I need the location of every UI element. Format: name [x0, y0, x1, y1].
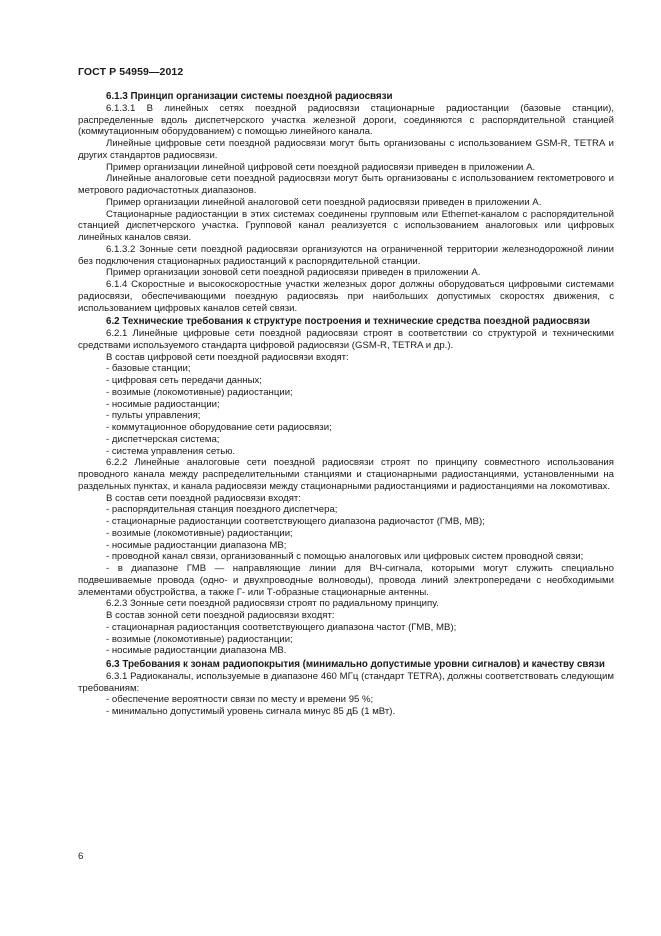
section-heading: 6.1.3 Принцип организации системы поездной радиосвязи	[106, 91, 393, 102]
paragraph: Пример организации линейной аналоговой сети поездной радиосвязи приведен в приложении А.	[106, 196, 542, 208]
paragraph: В состав сети поездной радиосвязи входят:	[106, 492, 301, 504]
paragraph: 6.2.3 Зонные сети поездной радиосвязи строят по радиальному принципу.	[106, 598, 439, 610]
paragraph: 6.1.3.1 В линейных сетях поездной радиосвязи стационарные радиостанции (базовые станции), распределенные вдоль диспетчерского участка железной дороги, соединяются с распорядительной станцией (коммутационным оборудованием) с помощью линейного канала.	[78, 102, 614, 138]
list-item: - стационарные радиостанции соответствующего диапазона радиочастот (ГМВ, МВ);	[106, 516, 485, 527]
paragraph: В состав зонной сети поездной радиосвязи входят:	[106, 610, 335, 621]
list-item: - возимые (локомотивные) радиостанции;	[106, 386, 293, 398]
section-heading: 6.2 Технические требования к структуре построения и технические средства поездной радиосвязи	[106, 316, 591, 328]
list-item: - носимые радиостанции диапазона МВ;	[106, 539, 287, 551]
list-item: - носимые радиостанции диапазона МВ.	[106, 645, 287, 657]
list-item: - возимые (локомотивные) радиостанции;	[106, 633, 293, 645]
document-header: ГОСТ Р 54959—2012	[78, 66, 184, 78]
list-item: - диспетчерская система;	[106, 433, 220, 445]
list-item: - коммутационное оборудование сети радиосвязи;	[106, 422, 332, 433]
section-heading: 6.3 Требования к зонам радиопокрытия (минимально допустимые уровни сигналов) и качеству связи	[106, 659, 605, 670]
paragraph: Пример организации линейной цифровой сети поездной радиосвязи приведен в приложении А.	[106, 161, 536, 173]
paragraph: 6.2.2 Линейные аналоговые сети поездной радиосвязи строят по принципу совместного использования проводного канала между распределительными станциями и стационарными радиостанциями, установленными на раздельных пунктах, и канала радиосвязи между стационарными радиостанциями и радиостанциями на локомотивах.	[78, 457, 614, 492]
list-item: - в диапазоне ГМВ — направляющие линии для ВЧ-сигнала, которыми могут служить специально подвешиваемые провода (одно- и двухпроводные волноводы), провода линий электропередачи с необходимыми элементами обустройства, а также Г- или Т-образные стационарные антенны.	[78, 563, 614, 598]
list-item: - базовые станции;	[106, 363, 191, 375]
list-item: - система управления сетью.	[106, 445, 236, 457]
list-item: - обеспечение вероятности связи по месту и времени 95 %;	[106, 694, 374, 706]
list-item: - проводной канал связи, организованный с помощью аналоговых или цифровых систем проводной связи;	[106, 551, 584, 563]
list-item: - возимые (локомотивные) радиостанции;	[106, 527, 293, 539]
paragraph: В состав цифровой сети поездной радиосвязи входят:	[106, 351, 349, 363]
list-item: - цифровая сеть передачи данных;	[106, 375, 262, 386]
page-number: 6	[78, 851, 84, 862]
paragraph: 6.3.1 Радиоканалы, используемые в диапазоне 460 МГц (стандарт TETRA), должны соответствовать следующим требованиям:	[78, 670, 614, 694]
page-body	[78, 89, 614, 718]
paragraph: 6.1.4 Скоростные и высокоскоростные участки железных дорог должны оборудоваться цифровыми системами радиосвязи, обеспечивающими поездную радиосвязь при наибольших допустимых скоростях движения, с использованием цифровых каналов сетей связи.	[78, 279, 614, 314]
paragraph: Линейные цифровые сети поездной радиосвязи могут быть организованы с использованием GSM-R, TETRA и других стандартов радиосвязи.	[78, 138, 614, 161]
paragraph: 6.1.3.2 Зонные сети поездной радиосвязи организуются на ограниченной территории железнодорожной линии без подключения стационарных радиостанций к распорядительной станции.	[78, 243, 614, 267]
list-item: - распорядительная станция поездного диспетчера;	[106, 504, 338, 516]
paragraph: Стационарные радиостанции в этих системах соединены групповым или Ethernet-каналом с распорядительной станцией диспетчерского участка. Групповой канал реализуется с использованием аналоговых или цифровых линейных каналов связи.	[78, 208, 614, 243]
paragraph: Линейные аналоговые сети поездной радиосвязи могут быть организованы с использованием гектометрового и метрового радиочастотных диапазонов.	[78, 173, 614, 196]
list-item: - носимые радиостанции;	[106, 398, 220, 410]
list-item: - стационарная радиостанция соответствующего диапазона частот (ГМВ, МВ);	[106, 621, 457, 633]
list-item: - пульты управления;	[106, 410, 201, 422]
paragraph: 6.2.1 Линейные цифровые сети поездной радиосвязи строят в соответствии со структурой и техническими средствами используемого стандарта цифровой радиосвязи (GSM-R, TETRA и др.).	[78, 328, 614, 351]
paragraph: Пример организации зоновой сети поездной радиосвязи приведен в приложении А.	[106, 267, 481, 279]
list-item: - минимально допустимый уровень сигнала минус 85 дБ (1 мВт).	[106, 706, 396, 717]
